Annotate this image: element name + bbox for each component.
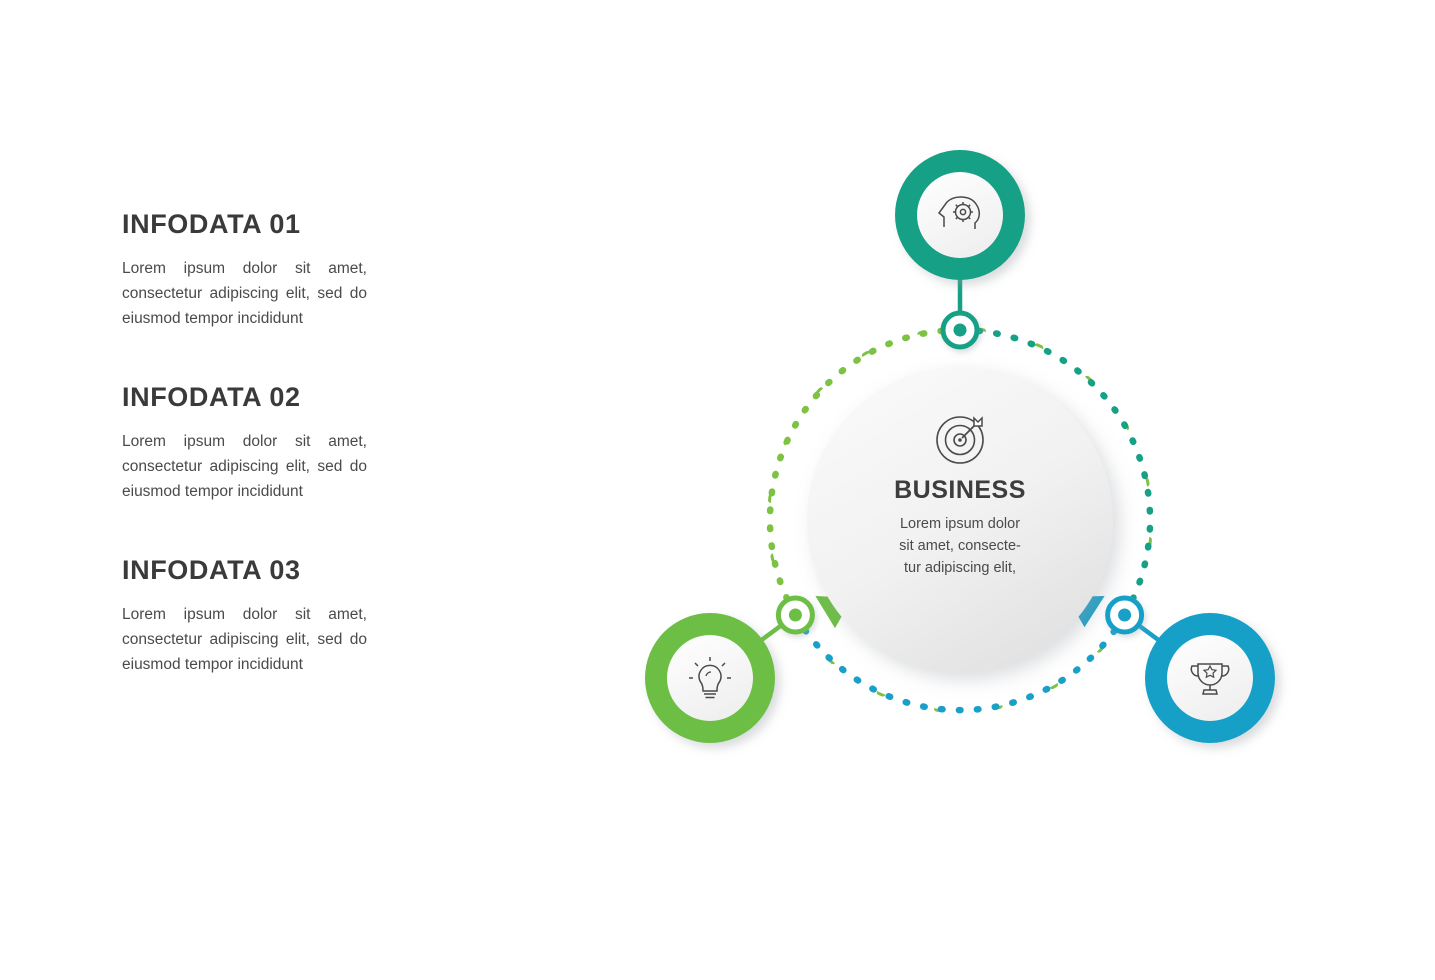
orbit-dot-bottom-right-core: [1118, 609, 1131, 622]
info-block-3: [122, 556, 372, 677]
center-body-line-3: tur adipiscing elit,: [903, 560, 1017, 576]
circular-infographic-diagram: [560, 100, 1360, 880]
info-block-1: [122, 210, 372, 331]
info-title-2: INFODATA 02: [122, 382, 301, 413]
node-01-inner: [917, 172, 1003, 258]
center-node[interactable]: [807, 367, 1113, 673]
node-03[interactable]: [1145, 613, 1275, 743]
info-title-3: INFODATA 03: [122, 555, 301, 586]
node-03-inner: [1167, 635, 1253, 721]
orbit-dot-top-core: [954, 324, 967, 337]
orbit-dot-bottom-left-core: [789, 609, 802, 622]
node-02[interactable]: [645, 613, 775, 743]
info-block-2: [122, 383, 372, 504]
info-body-1: Lorem ipsum dolor sit amet, consectetur adipiscing elit, sed do eiusmod tempor incididunt: [122, 259, 367, 327]
node-02-inner: [667, 635, 753, 721]
info-body-3: Lorem ipsum dolor sit amet, consectetur adipiscing elit, sed do eiusmod tempor incididunt: [122, 605, 367, 673]
node-01[interactable]: [895, 150, 1025, 280]
center-title: BUSINESS: [894, 476, 1026, 504]
info-text-column: [122, 210, 372, 729]
center-body-line-1: Lorem ipsum dolor: [899, 516, 1021, 532]
info-body-2: Lorem ipsum dolor sit amet, consectetur adipiscing elit, sed do eiusmod tempor incididunt: [122, 432, 367, 500]
info-title-1: INFODATA 01: [122, 209, 301, 239]
center-body-line-2: sit amet, consecte-: [899, 538, 1021, 554]
